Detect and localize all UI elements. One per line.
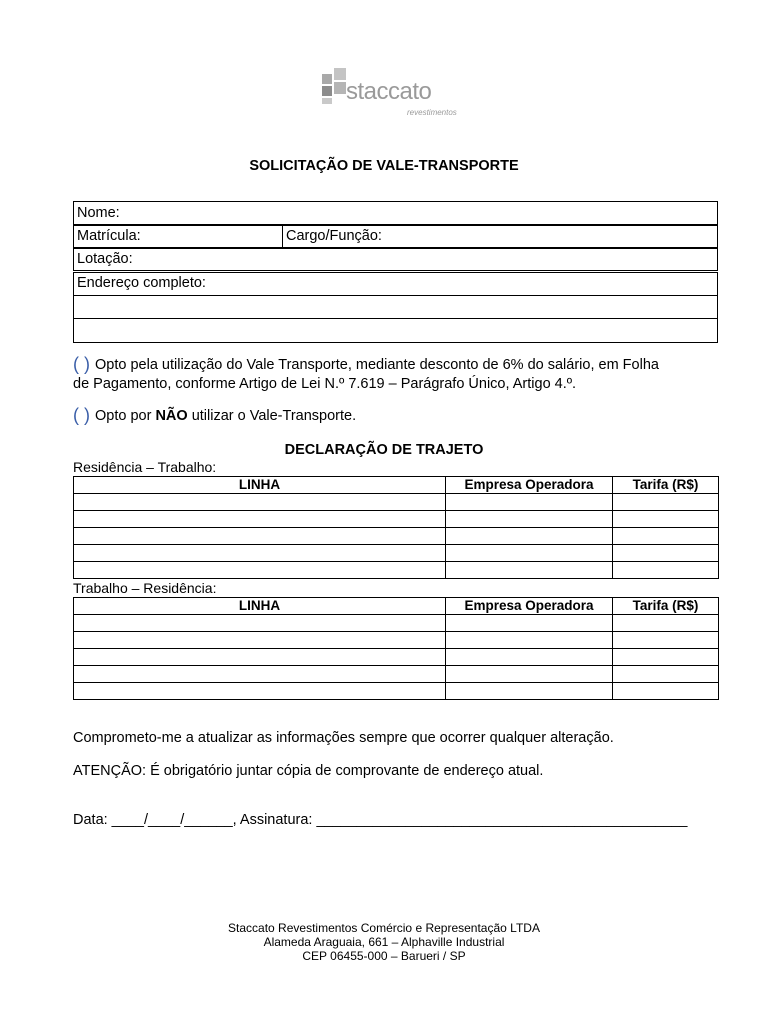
table-row[interactable] [74,632,719,649]
table-row[interactable] [74,683,719,700]
endereco-label: Endereço completo: [77,275,206,291]
opt-in-paragraph [73,356,718,375]
attention-text: ATENÇÃO: É obrigatório juntar cópia de comprovante de endereço atual. [73,763,544,779]
table-row[interactable] [74,528,719,545]
logo-subtitle: revestimentos [407,108,457,117]
commitment-text: Comprometo-me a atualizar as informações sempre que ocorrer qualquer alteração. [73,730,614,746]
nome-row[interactable] [73,201,718,225]
opt-out-checkbox[interactable]: ( ) [73,405,90,425]
table-row[interactable] [74,562,719,579]
endereco-block[interactable] [73,272,718,343]
document-title: SOLICITAÇÃO DE VALE-TRANSPORTE [249,158,519,174]
work-to-residence-label: Trabalho – Residência: [73,580,217,596]
table-row[interactable] [74,545,719,562]
opt-out-text-post: utilizar o Vale-Transporte. [187,408,357,424]
col-tarifa: Tarifa (R$) [613,598,719,615]
opt-in-checkbox[interactable]: ( ) [73,354,90,374]
col-linha: LINHA [74,598,446,615]
col-tarifa: Tarifa (R$) [613,477,719,494]
opt-out-text-bold: NÃO [155,408,188,424]
company-logo [322,68,472,120]
matricula-label: Matrícula: [77,228,141,244]
cargo-label: Cargo/Função: [286,228,382,244]
signature-line[interactable]: Data: ____/____/______, Assinatura: ______________________________________________ [73,812,688,828]
matricula-row [73,225,718,248]
nome-label: Nome: [77,205,120,221]
opt-in-text-1: Opto pela utilização do Vale Transporte, mediante desconto de 6% do salário, em Folha [95,357,659,373]
logo-brand: staccato [346,78,432,105]
opt-in-text-2: de Pagamento, conforme Artigo de Lei N.º 7.619 – Parágrafo Único, Artigo 4.º. [73,376,577,392]
opt-out-text-pre: Opto por [95,408,156,424]
footer-address: Alameda Araguaia, 661 – Alphaville Industrial [263,935,505,949]
opt-out-paragraph [73,407,718,426]
work-to-residence-table [73,597,719,700]
opt-in-paragraph-2 [73,375,718,394]
residence-to-work-table [73,476,719,579]
lotacao-row[interactable] [73,248,718,271]
table-row[interactable] [74,649,719,666]
residence-to-work-label: Residência – Trabalho: [73,459,217,475]
col-empresa: Empresa Operadora [446,477,613,494]
table-row[interactable] [74,615,719,632]
footer-cep: CEP 06455-000 – Barueri / SP [302,949,466,963]
table-row[interactable] [74,666,719,683]
col-empresa: Empresa Operadora [446,598,613,615]
declaration-title: DECLARAÇÃO DE TRAJETO [284,442,484,458]
lotacao-label: Lotação: [77,251,133,267]
col-linha: LINHA [74,477,446,494]
table-row[interactable] [74,494,719,511]
table-row[interactable] [74,511,719,528]
footer-company: Staccato Revestimentos Comércio e Representação LTDA [228,921,540,935]
